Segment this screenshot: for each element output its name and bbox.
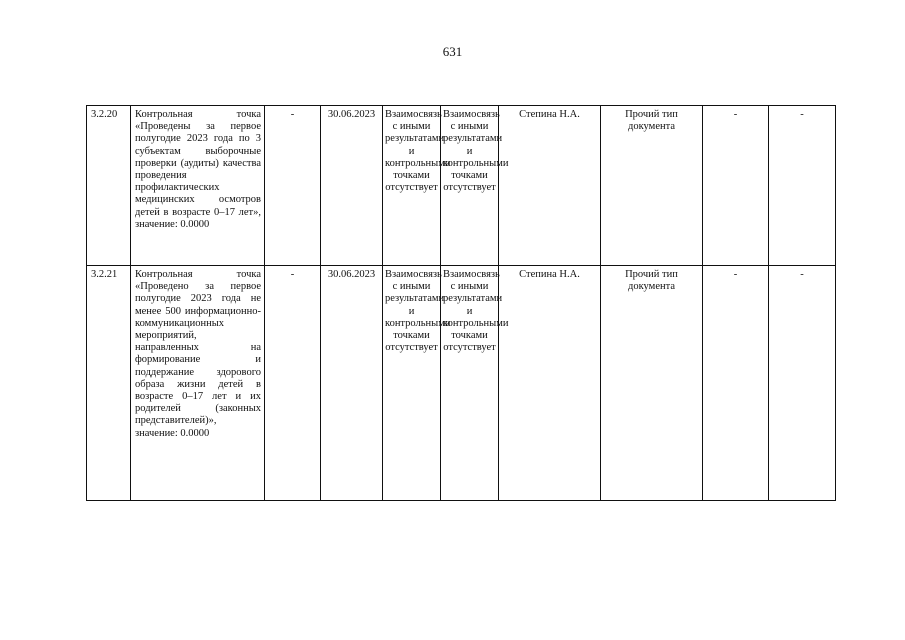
cell-doc-type: Прочий тип документа [601, 106, 703, 266]
cell-relation: Взаимосвязь с иными результатами и контрольными точками отсутствует [383, 266, 441, 501]
cell-responsible: Степина Н.А. [499, 266, 601, 501]
cell-description: Контрольная точка «Проведено за первое полугодие 2023 года не менее 500 информационно-коммуникационных мероприятий, направленных на формирование и поддержание здорового образа жизни детей в возрасте 0–17 лет и их родителей (законных представителей)», значение: 0.0000 [131, 266, 265, 501]
cell-doc-type: Прочий тип документа [601, 266, 703, 501]
cell-relation: Взаимосвязь с иными результатами и контрольными точками отсутствует [383, 106, 441, 266]
cell-dash: - [703, 266, 769, 501]
cell-number: 3.2.21 [87, 266, 131, 501]
control-points-table [86, 105, 836, 501]
cell-dash: - [265, 266, 321, 501]
cell-dash: - [703, 106, 769, 266]
table-row [87, 106, 836, 266]
cell-relation: Взаимосвязь с иными результатами и контрольными точками отсутствует [441, 106, 499, 266]
cell-dash: - [769, 266, 836, 501]
cell-dash: - [265, 106, 321, 266]
cell-description: Контрольная точка «Проведены за первое полугодие 2023 года по 3 субъектам выборочные проверки (аудиты) качества проведения профилактических медицинских осмотров детей в возрасте 0–17 лет», значение: 0.0000 [131, 106, 265, 266]
cell-date: 30.06.2023 [321, 106, 383, 266]
cell-relation: Взаимосвязь с иными результатами и контрольными точками отсутствует [441, 266, 499, 501]
cell-dash: - [769, 106, 836, 266]
cell-number: 3.2.20 [87, 106, 131, 266]
cell-responsible: Степина Н.А. [499, 106, 601, 266]
table-row [87, 266, 836, 501]
page-number: 631 [442, 44, 463, 59]
cell-date: 30.06.2023 [321, 266, 383, 501]
